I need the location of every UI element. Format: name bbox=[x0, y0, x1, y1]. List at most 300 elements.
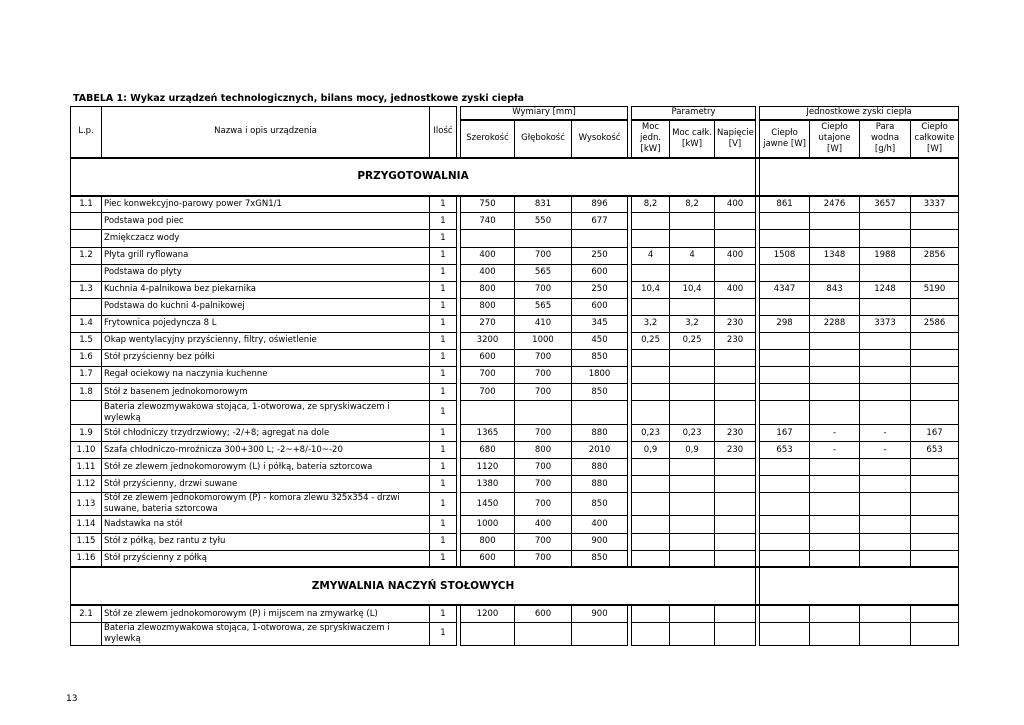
width-cell: 600 bbox=[461, 349, 515, 366]
name-cell: Frytownica pojedyncza 8 L bbox=[102, 315, 430, 332]
unit-power-cell bbox=[632, 298, 670, 315]
total-heat-cell bbox=[911, 516, 959, 533]
header-unit-power: Moc jedn. [kW] bbox=[632, 120, 670, 158]
name-cell: Bateria zlewozmywakowa stojąca, 1-otworowa, ze spryskiwaczem i wylewką bbox=[102, 622, 430, 645]
name-cell: Stół przyścienny, drzwi suwane bbox=[102, 476, 430, 493]
sensible-heat-cell bbox=[760, 550, 810, 567]
sensible-heat-cell bbox=[760, 605, 810, 622]
table-row bbox=[71, 605, 959, 622]
steam-cell: 3657 bbox=[860, 196, 911, 213]
total-power-cell: 4 bbox=[670, 247, 715, 264]
total-heat-cell bbox=[911, 493, 959, 516]
width-cell: 800 bbox=[461, 298, 515, 315]
name-cell: Stół ze zlewem jednokomorowym (P) i mijscem na zmywarkę (L) bbox=[102, 605, 430, 622]
name-cell: Kuchnia 4-palnikowa bez piekarnika bbox=[102, 281, 430, 298]
table-row bbox=[71, 533, 959, 550]
depth-cell: 1000 bbox=[515, 332, 572, 349]
qty-cell: 1 bbox=[430, 622, 457, 645]
lp-cell: 1.1 bbox=[71, 196, 102, 213]
table-row bbox=[71, 493, 959, 516]
depth-cell: 410 bbox=[515, 315, 572, 332]
sensible-heat-cell bbox=[760, 533, 810, 550]
unit-power-cell bbox=[632, 213, 670, 230]
total-heat-cell bbox=[911, 459, 959, 476]
name-cell: Stół chłodniczy trzydrzwiowy; -2/+8; agregat na dole bbox=[102, 425, 430, 442]
height-cell: 900 bbox=[572, 605, 628, 622]
depth-cell: 700 bbox=[515, 384, 572, 401]
qty-cell: 1 bbox=[430, 332, 457, 349]
width-cell: 1380 bbox=[461, 476, 515, 493]
name-cell: Stół ze zlewem jednokomorowym (L) i półką, bateria sztorcowa bbox=[102, 459, 430, 476]
steam-cell bbox=[860, 476, 911, 493]
voltage-cell bbox=[715, 605, 756, 622]
unit-power-cell bbox=[632, 349, 670, 366]
name-cell: Podstawa do płyty bbox=[102, 264, 430, 281]
latent-heat-cell bbox=[810, 516, 860, 533]
steam-cell: - bbox=[860, 425, 911, 442]
total-heat-cell bbox=[911, 384, 959, 401]
height-cell: 677 bbox=[572, 213, 628, 230]
steam-cell bbox=[860, 516, 911, 533]
width-cell bbox=[461, 401, 515, 425]
total-heat-cell bbox=[911, 605, 959, 622]
sensible-heat-cell bbox=[760, 459, 810, 476]
header-width: Szerokość bbox=[461, 120, 515, 158]
lp-cell: 1.3 bbox=[71, 281, 102, 298]
width-cell: 1450 bbox=[461, 493, 515, 516]
depth-cell: 600 bbox=[515, 605, 572, 622]
unit-power-cell bbox=[632, 476, 670, 493]
total-heat-cell bbox=[911, 349, 959, 366]
latent-heat-cell bbox=[810, 332, 860, 349]
sensible-heat-cell bbox=[760, 230, 810, 247]
header-total-power: Moc całk. [kW] bbox=[670, 120, 715, 158]
height-cell: 850 bbox=[572, 384, 628, 401]
lp-cell: 1.12 bbox=[71, 476, 102, 493]
depth-cell bbox=[515, 622, 572, 645]
table-row bbox=[71, 622, 959, 645]
qty-cell: 1 bbox=[430, 230, 457, 247]
lp-cell: 1.14 bbox=[71, 516, 102, 533]
unit-power-cell: 8,2 bbox=[632, 196, 670, 213]
qty-cell: 1 bbox=[430, 315, 457, 332]
width-cell: 740 bbox=[461, 213, 515, 230]
unit-power-cell: 4 bbox=[632, 247, 670, 264]
height-cell: 600 bbox=[572, 298, 628, 315]
depth-cell: 700 bbox=[515, 281, 572, 298]
steam-cell bbox=[860, 264, 911, 281]
total-power-cell bbox=[670, 459, 715, 476]
height-cell: 900 bbox=[572, 533, 628, 550]
steam-cell bbox=[860, 401, 911, 425]
qty-cell: 1 bbox=[430, 264, 457, 281]
lp-cell: 1.5 bbox=[71, 332, 102, 349]
steam-cell bbox=[860, 298, 911, 315]
unit-power-cell: 10,4 bbox=[632, 281, 670, 298]
qty-cell: 1 bbox=[430, 213, 457, 230]
unit-power-cell: 0,23 bbox=[632, 425, 670, 442]
depth-cell: 700 bbox=[515, 550, 572, 567]
sensible-heat-cell: 167 bbox=[760, 425, 810, 442]
sensible-heat-cell: 298 bbox=[760, 315, 810, 332]
height-cell: 850 bbox=[572, 550, 628, 567]
steam-cell bbox=[860, 349, 911, 366]
width-cell bbox=[461, 622, 515, 645]
qty-cell: 1 bbox=[430, 459, 457, 476]
steam-cell: 1248 bbox=[860, 281, 911, 298]
name-cell: Nadstawka na stół bbox=[102, 516, 430, 533]
qty-cell: 1 bbox=[430, 442, 457, 459]
width-cell: 750 bbox=[461, 196, 515, 213]
header-heat-gains: Jednostkowe zyski ciepła bbox=[760, 107, 959, 120]
section-row bbox=[71, 567, 959, 605]
total-power-cell: 8,2 bbox=[670, 196, 715, 213]
section-heat-blank bbox=[760, 567, 959, 605]
unit-power-cell bbox=[632, 401, 670, 425]
voltage-cell bbox=[715, 213, 756, 230]
steam-cell: - bbox=[860, 442, 911, 459]
height-cell: 850 bbox=[572, 349, 628, 366]
latent-heat-cell bbox=[810, 605, 860, 622]
qty-cell: 1 bbox=[430, 425, 457, 442]
qty-cell: 1 bbox=[430, 605, 457, 622]
total-power-cell bbox=[670, 230, 715, 247]
steam-cell bbox=[860, 332, 911, 349]
voltage-cell bbox=[715, 516, 756, 533]
total-power-cell bbox=[670, 550, 715, 567]
lp-cell: 1.15 bbox=[71, 533, 102, 550]
total-heat-cell bbox=[911, 401, 959, 425]
height-cell: 250 bbox=[572, 247, 628, 264]
total-power-cell: 10,4 bbox=[670, 281, 715, 298]
width-cell: 1120 bbox=[461, 459, 515, 476]
total-power-cell bbox=[670, 516, 715, 533]
depth-cell: 700 bbox=[515, 533, 572, 550]
unit-power-cell bbox=[632, 493, 670, 516]
qty-cell: 1 bbox=[430, 401, 457, 425]
unit-power-cell bbox=[632, 533, 670, 550]
height-cell bbox=[572, 230, 628, 247]
total-heat-cell: 5190 bbox=[911, 281, 959, 298]
table-row bbox=[71, 230, 959, 247]
name-cell: Zmiękczacz wody bbox=[102, 230, 430, 247]
lp-cell: 1.8 bbox=[71, 384, 102, 401]
sensible-heat-cell bbox=[760, 622, 810, 645]
depth-cell: 700 bbox=[515, 476, 572, 493]
table-row bbox=[71, 401, 959, 425]
lp-cell: 1.2 bbox=[71, 247, 102, 264]
width-cell: 680 bbox=[461, 442, 515, 459]
latent-heat-cell bbox=[810, 550, 860, 567]
unit-power-cell bbox=[632, 384, 670, 401]
table-row bbox=[71, 213, 959, 230]
name-cell: Regał ociekowy na naczynia kuchenne bbox=[102, 366, 430, 383]
unit-power-cell bbox=[632, 605, 670, 622]
qty-cell: 1 bbox=[430, 550, 457, 567]
header-voltage: Napięcie [V] bbox=[715, 120, 756, 158]
lp-cell: 1.6 bbox=[71, 349, 102, 366]
depth-cell bbox=[515, 401, 572, 425]
total-heat-cell bbox=[911, 533, 959, 550]
height-cell: 1800 bbox=[572, 366, 628, 383]
latent-heat-cell bbox=[810, 533, 860, 550]
total-power-cell bbox=[670, 533, 715, 550]
table-row bbox=[71, 264, 959, 281]
unit-power-cell bbox=[632, 516, 670, 533]
width-cell: 400 bbox=[461, 264, 515, 281]
total-heat-cell bbox=[911, 476, 959, 493]
depth-cell: 565 bbox=[515, 298, 572, 315]
voltage-cell bbox=[715, 264, 756, 281]
qty-cell: 1 bbox=[430, 366, 457, 383]
height-cell: 250 bbox=[572, 281, 628, 298]
total-power-cell bbox=[670, 622, 715, 645]
unit-power-cell: 3,2 bbox=[632, 315, 670, 332]
total-power-cell bbox=[670, 298, 715, 315]
sensible-heat-cell: 653 bbox=[760, 442, 810, 459]
sensible-heat-cell bbox=[760, 332, 810, 349]
total-heat-cell bbox=[911, 622, 959, 645]
name-cell: Stół ze zlewem jednokomorowym (P) - komora zlewu 325x354 - drzwi suwane, bateria sztorcowa bbox=[102, 493, 430, 516]
total-heat-cell bbox=[911, 213, 959, 230]
name-cell: Podstawa do kuchni 4-palnikowej bbox=[102, 298, 430, 315]
name-cell: Bateria zlewozmywakowa stojąca, 1-otworowa, ze spryskiwaczem i wylewką bbox=[102, 401, 430, 425]
unit-power-cell bbox=[632, 622, 670, 645]
width-cell: 800 bbox=[461, 533, 515, 550]
qty-cell: 1 bbox=[430, 196, 457, 213]
steam-cell bbox=[860, 622, 911, 645]
voltage-cell bbox=[715, 476, 756, 493]
qty-cell: 1 bbox=[430, 281, 457, 298]
header-row-groups bbox=[71, 107, 959, 120]
total-heat-cell bbox=[911, 264, 959, 281]
height-cell: 896 bbox=[572, 196, 628, 213]
name-cell: Stół przyścienny z półką bbox=[102, 550, 430, 567]
table-row bbox=[71, 384, 959, 401]
table-title: TABELA 1: Wykaz urządzeń technologicznych, bilans mocy, jednostkowe zyski ciepła bbox=[73, 93, 524, 104]
page-number: 13 bbox=[66, 694, 78, 704]
total-power-cell bbox=[670, 476, 715, 493]
voltage-cell bbox=[715, 298, 756, 315]
unit-power-cell: 0,9 bbox=[632, 442, 670, 459]
qty-cell: 1 bbox=[430, 533, 457, 550]
lp-cell: 1.13 bbox=[71, 493, 102, 516]
qty-cell: 1 bbox=[430, 298, 457, 315]
table-row bbox=[71, 425, 959, 442]
width-cell bbox=[461, 230, 515, 247]
latent-heat-cell: - bbox=[810, 425, 860, 442]
height-cell: 345 bbox=[572, 315, 628, 332]
voltage-cell bbox=[715, 401, 756, 425]
total-heat-cell bbox=[911, 298, 959, 315]
table-row bbox=[71, 332, 959, 349]
lp-cell: 1.10 bbox=[71, 442, 102, 459]
voltage-cell bbox=[715, 493, 756, 516]
name-cell: Podstawa pod piec bbox=[102, 213, 430, 230]
sensible-heat-cell bbox=[760, 366, 810, 383]
total-power-cell: 0,23 bbox=[670, 425, 715, 442]
depth-cell: 700 bbox=[515, 459, 572, 476]
voltage-cell bbox=[715, 622, 756, 645]
header-qty: Ilość bbox=[430, 107, 457, 158]
voltage-cell bbox=[715, 384, 756, 401]
total-power-cell: 3,2 bbox=[670, 315, 715, 332]
table-row bbox=[71, 442, 959, 459]
name-cell: Piec konwekcyjno-parowy power 7xGN1/1 bbox=[102, 196, 430, 213]
height-cell: 880 bbox=[572, 476, 628, 493]
total-power-cell bbox=[670, 366, 715, 383]
lp-cell bbox=[71, 401, 102, 425]
depth-cell: 700 bbox=[515, 349, 572, 366]
table-row bbox=[71, 550, 959, 567]
steam-cell bbox=[860, 493, 911, 516]
latent-heat-cell bbox=[810, 298, 860, 315]
qty-cell: 1 bbox=[430, 516, 457, 533]
latent-heat-cell bbox=[810, 493, 860, 516]
qty-cell: 1 bbox=[430, 384, 457, 401]
total-power-cell: 0,25 bbox=[670, 332, 715, 349]
name-cell: Stół z basenem jednokomorowym bbox=[102, 384, 430, 401]
total-power-cell bbox=[670, 349, 715, 366]
total-heat-cell bbox=[911, 366, 959, 383]
unit-power-cell bbox=[632, 550, 670, 567]
unit-power-cell: 0,25 bbox=[632, 332, 670, 349]
latent-heat-cell: 843 bbox=[810, 281, 860, 298]
name-cell: Stół z półką, bez rantu z tyłu bbox=[102, 533, 430, 550]
steam-cell bbox=[860, 459, 911, 476]
lp-cell bbox=[71, 213, 102, 230]
width-cell: 600 bbox=[461, 550, 515, 567]
depth-cell: 800 bbox=[515, 442, 572, 459]
width-cell: 400 bbox=[461, 247, 515, 264]
latent-heat-cell bbox=[810, 264, 860, 281]
voltage-cell: 400 bbox=[715, 281, 756, 298]
table-row bbox=[71, 196, 959, 213]
qty-cell: 1 bbox=[430, 349, 457, 366]
width-cell: 1200 bbox=[461, 605, 515, 622]
width-cell: 3200 bbox=[461, 332, 515, 349]
section-heat-blank bbox=[760, 158, 959, 196]
lp-cell: 1.9 bbox=[71, 425, 102, 442]
width-cell: 700 bbox=[461, 366, 515, 383]
sensible-heat-cell bbox=[760, 493, 810, 516]
table-row bbox=[71, 298, 959, 315]
voltage-cell bbox=[715, 550, 756, 567]
section-title: ZMYWALNIA NACZYŃ STOŁOWYCH bbox=[71, 567, 756, 605]
depth-cell: 400 bbox=[515, 516, 572, 533]
sensible-heat-cell: 1508 bbox=[760, 247, 810, 264]
voltage-cell: 230 bbox=[715, 332, 756, 349]
sensible-heat-cell bbox=[760, 516, 810, 533]
voltage-cell: 230 bbox=[715, 315, 756, 332]
total-power-cell bbox=[670, 264, 715, 281]
depth-cell: 700 bbox=[515, 247, 572, 264]
depth-cell bbox=[515, 230, 572, 247]
latent-heat-cell bbox=[810, 349, 860, 366]
depth-cell: 565 bbox=[515, 264, 572, 281]
name-cell: Płyta grill ryflowana bbox=[102, 247, 430, 264]
latent-heat-cell bbox=[810, 622, 860, 645]
total-power-cell bbox=[670, 493, 715, 516]
voltage-cell bbox=[715, 349, 756, 366]
qty-cell: 1 bbox=[430, 493, 457, 516]
header-depth: Głębokość bbox=[515, 120, 572, 158]
latent-heat-cell: 2476 bbox=[810, 196, 860, 213]
lp-cell: 1.7 bbox=[71, 366, 102, 383]
table-row bbox=[71, 349, 959, 366]
sensible-heat-cell: 4347 bbox=[760, 281, 810, 298]
sensible-heat-cell bbox=[760, 264, 810, 281]
depth-cell: 550 bbox=[515, 213, 572, 230]
unit-power-cell bbox=[632, 459, 670, 476]
voltage-cell: 400 bbox=[715, 247, 756, 264]
height-cell: 2010 bbox=[572, 442, 628, 459]
header-steam: Para wodna [g/h] bbox=[860, 120, 911, 158]
sensible-heat-cell bbox=[760, 298, 810, 315]
total-power-cell bbox=[670, 401, 715, 425]
section-row bbox=[71, 158, 959, 196]
name-cell: Szafa chłodniczo-mroźnicza 300+300 L; -2~+8/-10~-20 bbox=[102, 442, 430, 459]
steam-cell bbox=[860, 605, 911, 622]
header-lp: L.p. bbox=[71, 107, 102, 158]
steam-cell: 1988 bbox=[860, 247, 911, 264]
width-cell: 1365 bbox=[461, 425, 515, 442]
depth-cell: 700 bbox=[515, 425, 572, 442]
sensible-heat-cell: 861 bbox=[760, 196, 810, 213]
table-row bbox=[71, 281, 959, 298]
height-cell bbox=[572, 401, 628, 425]
steam-cell bbox=[860, 384, 911, 401]
latent-heat-cell bbox=[810, 213, 860, 230]
steam-cell bbox=[860, 230, 911, 247]
section-title: PRZYGOTOWALNIA bbox=[71, 158, 756, 196]
latent-heat-cell: - bbox=[810, 442, 860, 459]
height-cell: 450 bbox=[572, 332, 628, 349]
table-row bbox=[71, 459, 959, 476]
height-cell: 880 bbox=[572, 459, 628, 476]
lp-cell bbox=[71, 264, 102, 281]
steam-cell bbox=[860, 533, 911, 550]
total-heat-cell: 653 bbox=[911, 442, 959, 459]
steam-cell bbox=[860, 213, 911, 230]
lp-cell bbox=[71, 298, 102, 315]
height-cell: 880 bbox=[572, 425, 628, 442]
table-row bbox=[71, 516, 959, 533]
sensible-heat-cell bbox=[760, 213, 810, 230]
unit-power-cell bbox=[632, 264, 670, 281]
total-heat-cell: 167 bbox=[911, 425, 959, 442]
total-heat-cell: 2856 bbox=[911, 247, 959, 264]
latent-heat-cell bbox=[810, 366, 860, 383]
latent-heat-cell: 2288 bbox=[810, 315, 860, 332]
table-row bbox=[71, 366, 959, 383]
table-row bbox=[71, 315, 959, 332]
total-heat-cell bbox=[911, 550, 959, 567]
lp-cell: 1.11 bbox=[71, 459, 102, 476]
name-cell: Okap wentylacyjny przyścienny, filtry, oświetlenie bbox=[102, 332, 430, 349]
width-cell: 700 bbox=[461, 384, 515, 401]
sensible-heat-cell bbox=[760, 384, 810, 401]
total-heat-cell: 2586 bbox=[911, 315, 959, 332]
name-cell: Stół przyścienny bez półki bbox=[102, 349, 430, 366]
width-cell: 1000 bbox=[461, 516, 515, 533]
steam-cell bbox=[860, 366, 911, 383]
height-cell: 600 bbox=[572, 264, 628, 281]
lp-cell: 1.4 bbox=[71, 315, 102, 332]
height-cell: 850 bbox=[572, 493, 628, 516]
latent-heat-cell bbox=[810, 401, 860, 425]
table-row bbox=[71, 247, 959, 264]
